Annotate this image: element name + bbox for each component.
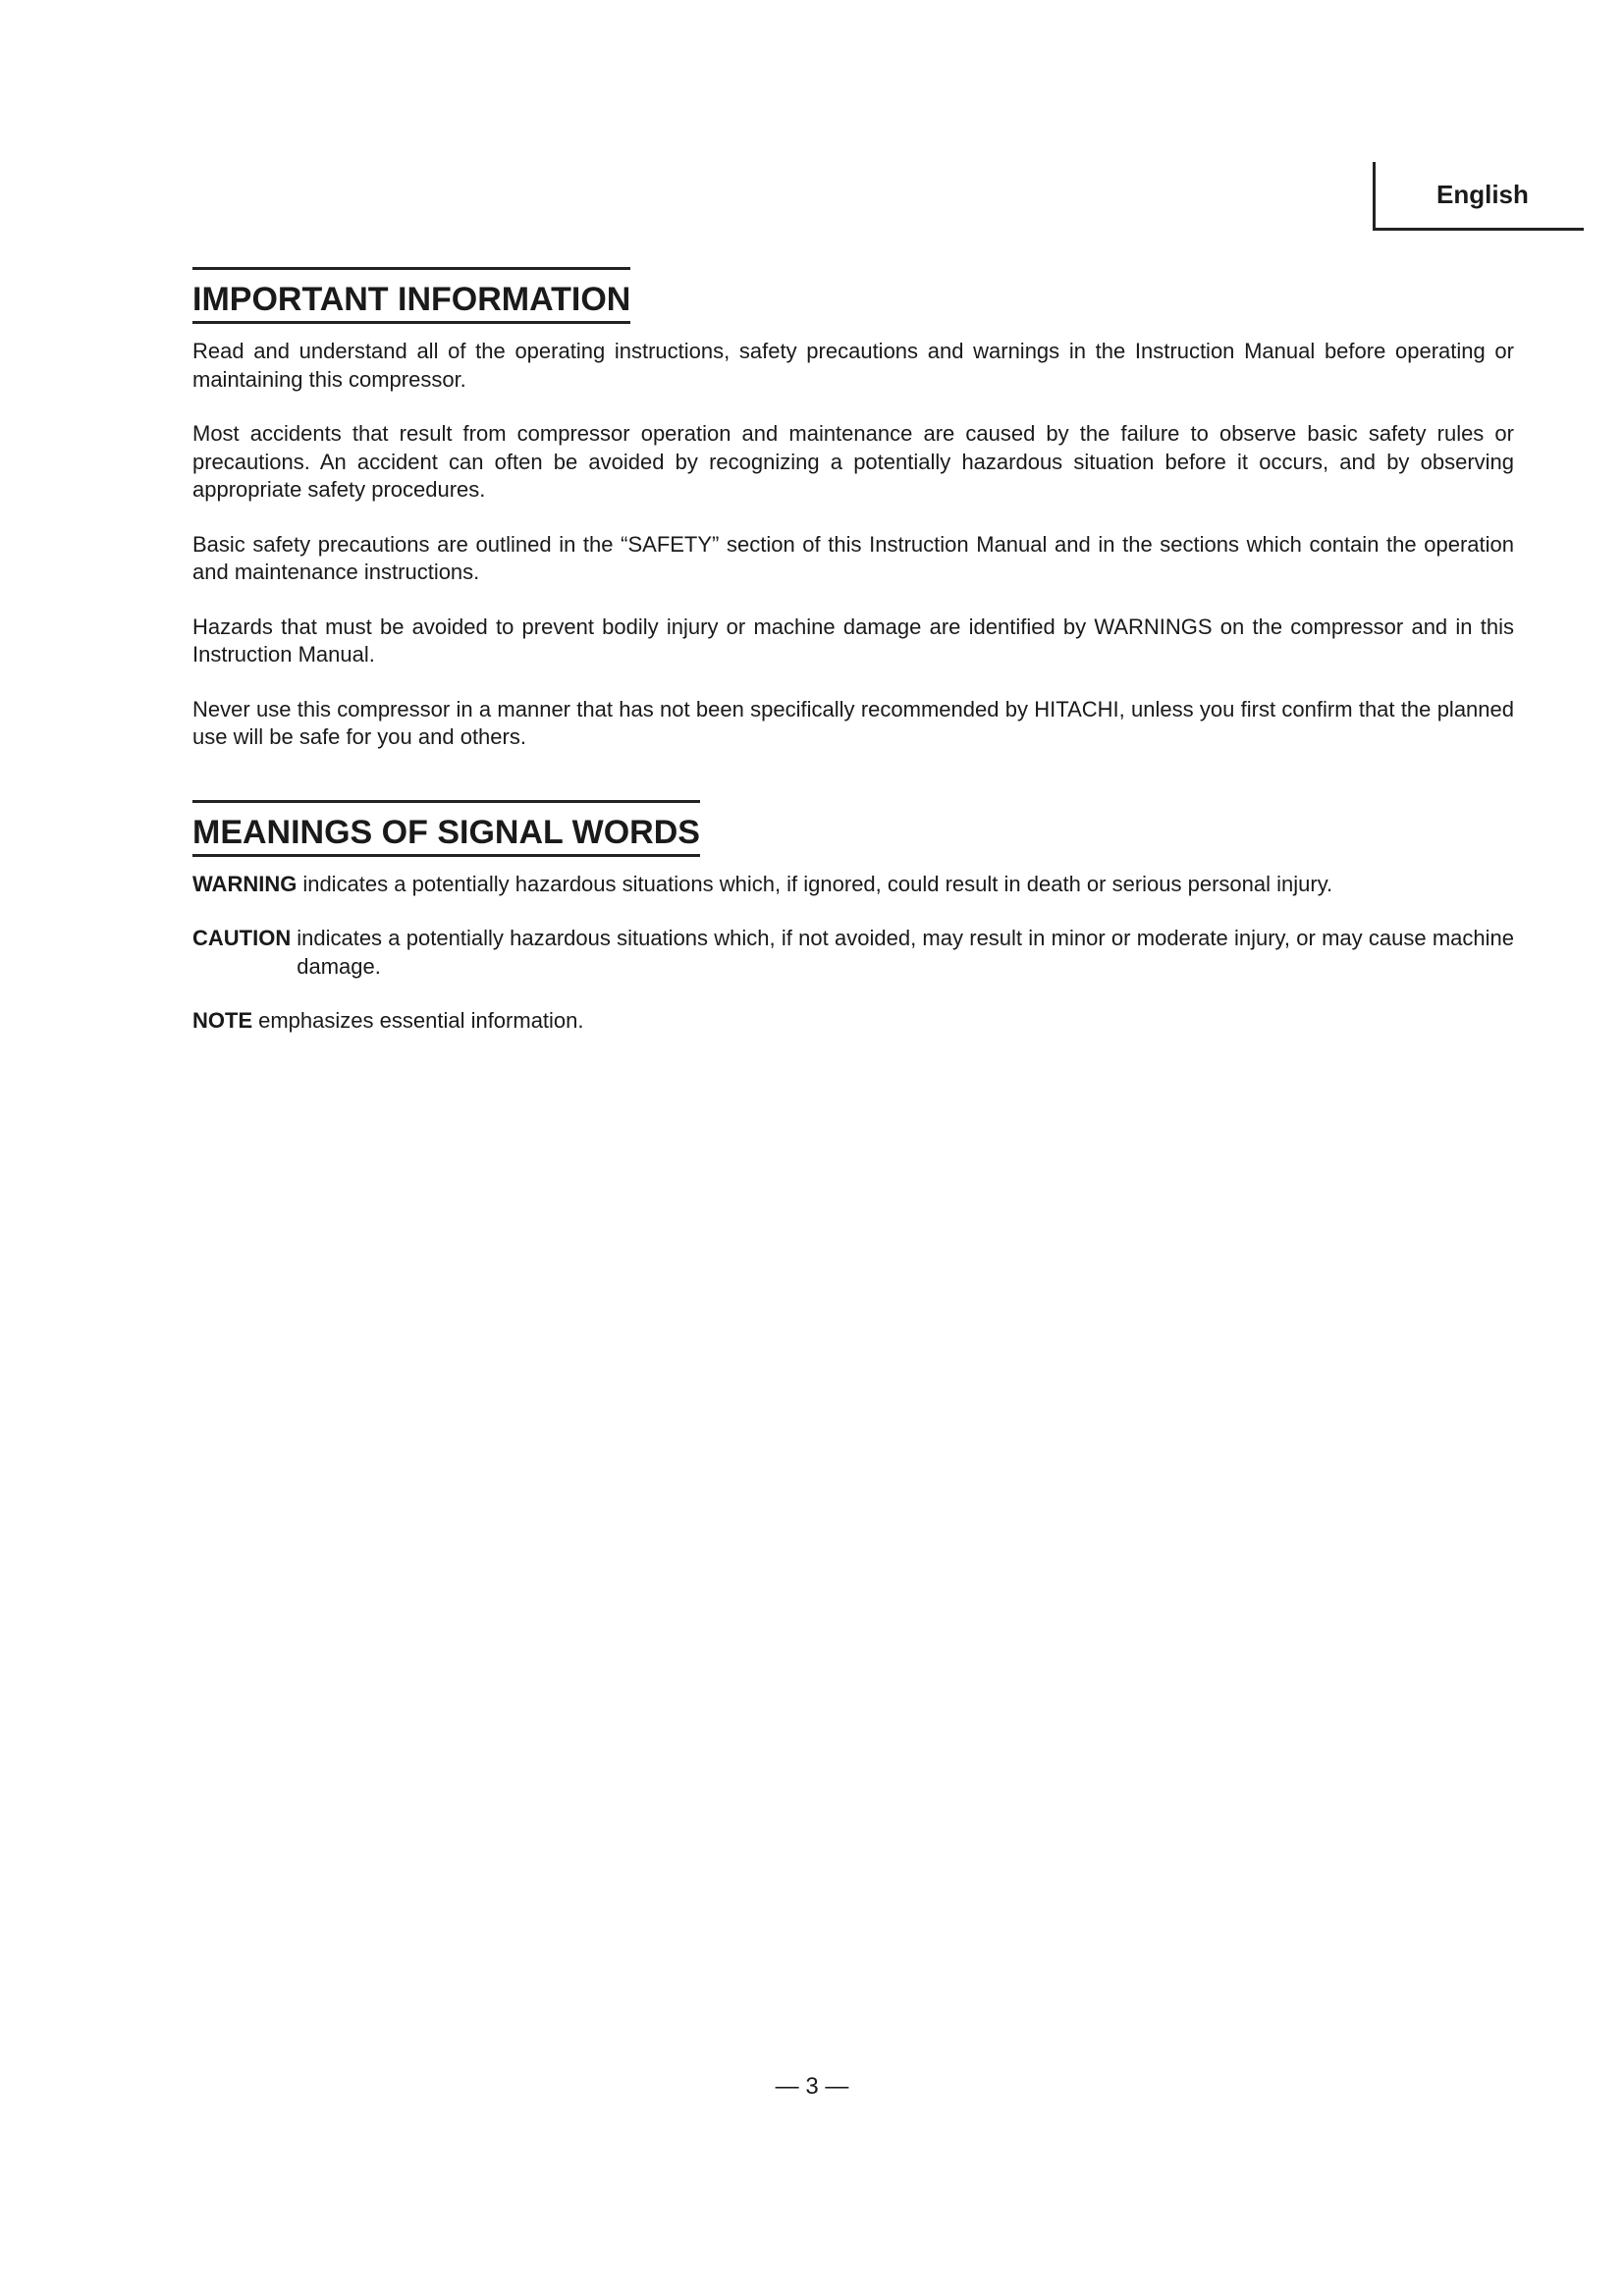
signal-word-caution [192,925,1514,981]
language-label: English [1436,180,1529,209]
important-information-section [192,267,1514,752]
signal-words-section [192,800,1514,1036]
language-tab [1373,162,1584,231]
paragraph: Most accidents that result from compressor operation and maintenance are caused by the failure to observe basic safety rules or precautions. An accident can often be avoided by recognizing a potentially hazardous situation before it occurs, and by observing appropriate safety procedures. [192,421,1514,502]
signal-term: CAUTION [192,926,292,950]
page-content [192,267,1514,1062]
signal-term: WARNING [192,871,298,896]
paragraph: Read and understand all of the operating instructions, safety precautions and warnings in the Instruction Manual before operating or maintaining this compressor. [192,339,1514,392]
signal-words-heading: MEANINGS OF SIGNAL WORDS [192,800,700,857]
signal-description: emphasizes essential information. [258,1008,584,1033]
paragraph: Never use this compressor in a manner that has not been specifically recommended by HITACHI, unless you first confirm that the planned use will be safe for you and others. [192,696,1514,749]
paragraph: Basic safety precautions are outlined in the “SAFETY” section of this Instruction Manual and in the sections which contain the operation and maintenance instructions. [192,531,1514,584]
signal-term: NOTE [192,1008,253,1033]
signal-word-warning [192,871,1514,899]
section-spacer [192,778,1514,800]
paragraph: Hazards that must be avoided to prevent bodily injury or machine damage are identified by WARNINGS on the compressor and in this Instruction Manual. [192,614,1514,667]
signal-word-note [192,1007,1514,1036]
page-number: — 3 — [775,2073,849,2100]
signal-description: indicates a potentially hazardous situations which, if not avoided, may result in minor or moderate injury, or may cause machine damage. [297,926,1514,979]
important-information-heading: IMPORTANT INFORMATION [192,267,630,324]
signal-description: indicates a potentially hazardous situations which, if ignored, could result in death or serious personal injury. [302,871,1333,896]
